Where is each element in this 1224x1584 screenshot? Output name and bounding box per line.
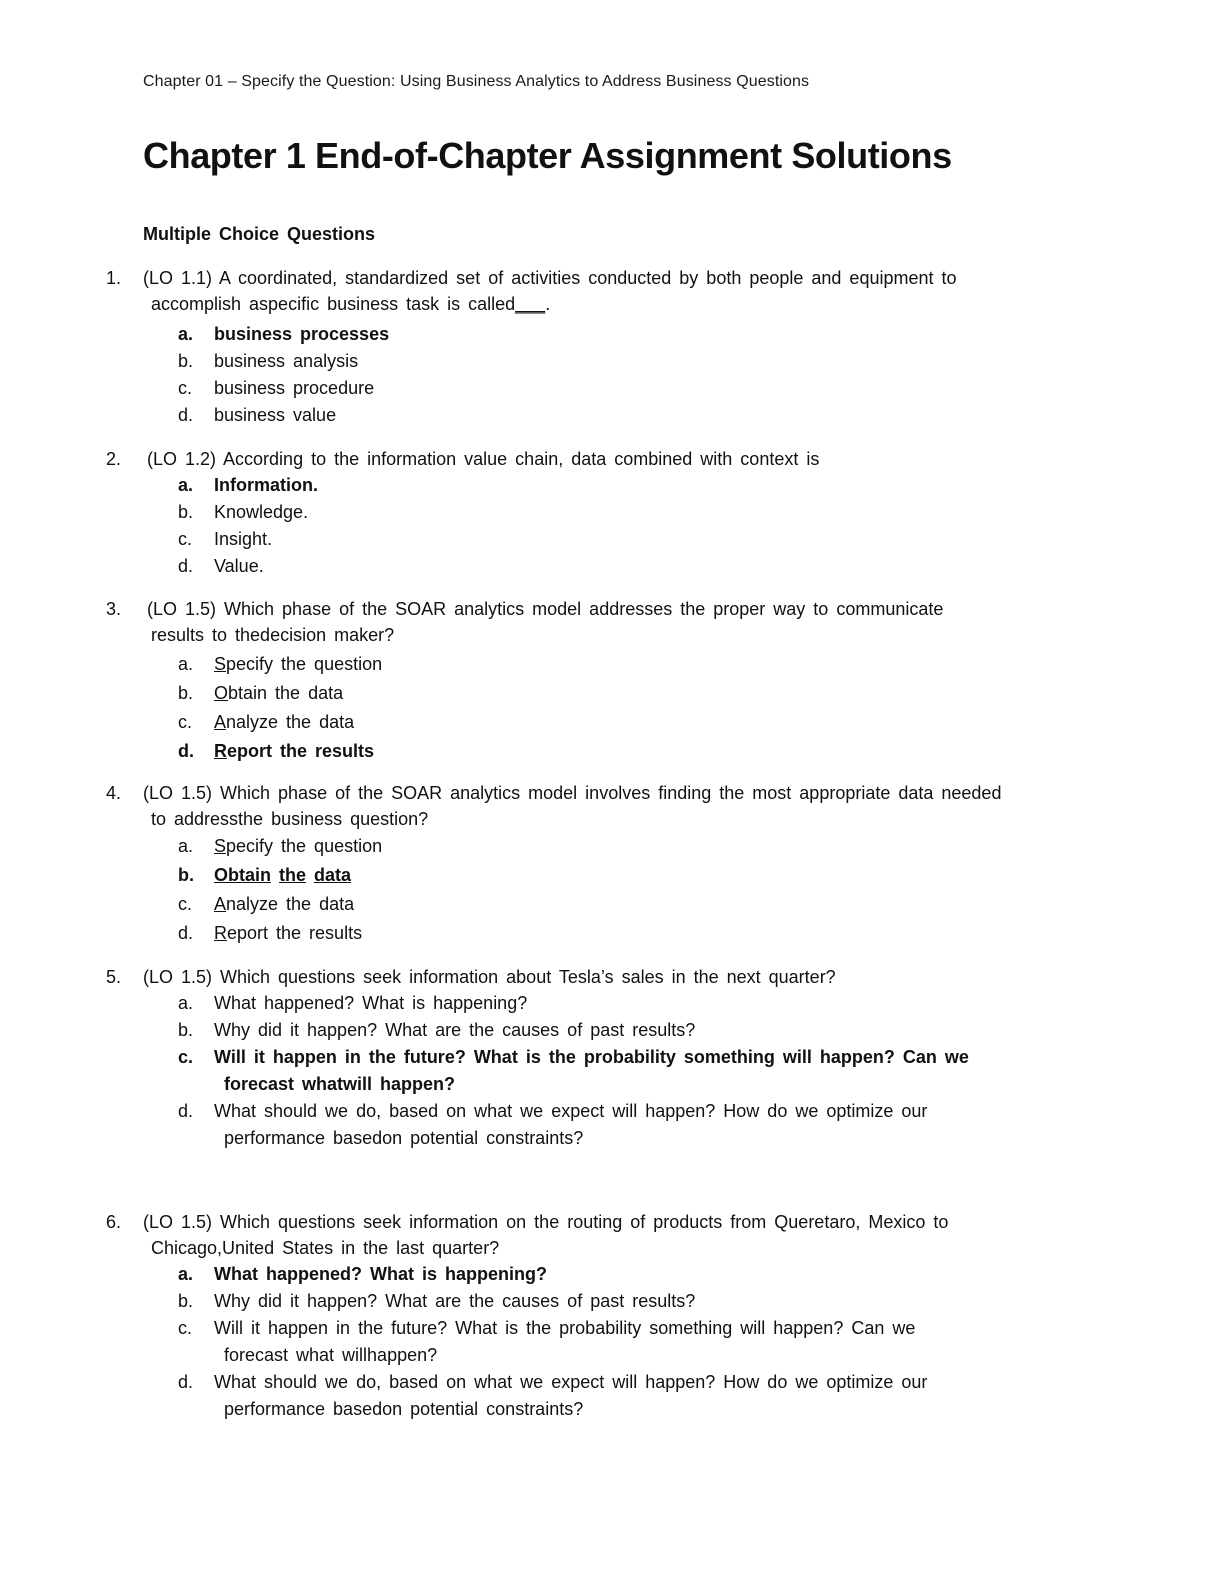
- option-a: a. Specify the question: [178, 654, 383, 674]
- option-list: [106, 990, 1136, 1152]
- option-list: [106, 1261, 1136, 1423]
- question-stem: [106, 780, 1136, 832]
- question-text-line2: accomplish aspecific business task is called___.: [151, 294, 551, 314]
- running-header: Chapter 01 – Specify the Question: Using Business Analytics to Address Business Questions: [143, 73, 810, 90]
- option-d: d. What should we do, based on what we expect will happen? How do we optimize our performance basedon potential constraints?: [178, 1372, 928, 1419]
- option-b-correct: b. Obtain the data: [178, 865, 352, 885]
- option-b: b. Knowledge.: [178, 502, 309, 522]
- option-a-correct: a. business processes: [178, 324, 390, 344]
- option-c: c. business procedure: [178, 378, 375, 398]
- question-text-line2: Chicago,United States in the last quarter?: [151, 1238, 500, 1258]
- answer-blank: ___: [515, 294, 546, 314]
- option-d: d. business value: [178, 405, 337, 425]
- question-number: 4.: [106, 783, 122, 803]
- question-text-line1: (LO 1.1) A coordinated, standardized set of activities conducted by both people and equipment to: [143, 268, 957, 288]
- option-a: a. What happened? What is happening?: [178, 993, 528, 1013]
- question-number: 2.: [106, 449, 122, 469]
- question-text-line1: (LO 1.2) According to the information value chain, data combined with context is: [147, 449, 820, 469]
- question-text-line1: (LO 1.5) Which phase of the SOAR analytics model addresses the proper way to communicate: [147, 599, 944, 619]
- question-4: [106, 780, 1136, 948]
- question-number: 6.: [106, 1212, 122, 1232]
- option-list: [106, 321, 1136, 429]
- question-text-line1: (LO 1.5) Which questions seek information about Tesla’s sales in the next quarter?: [143, 967, 836, 987]
- option-d: d. Value.: [178, 556, 264, 576]
- option-d: d. Report the results: [178, 923, 363, 943]
- option-list: [106, 832, 1136, 948]
- option-b: b. business analysis: [178, 351, 359, 371]
- question-3: [106, 596, 1136, 766]
- option-c: c. Will it happen in the future? What is the probability something will happen? Can we forecast what willhappen?: [178, 1318, 916, 1365]
- option-b: b. Obtain the data: [178, 683, 344, 703]
- option-c-correct: c. Will it happen in the future? What is the probability something will happen? Can we forecast whatwill happen?: [178, 1047, 969, 1094]
- option-b: b. Why did it happen? What are the causes of past results?: [178, 1291, 696, 1311]
- question-text-line1: (LO 1.5) Which questions seek information on the routing of products from Queretaro, Mexico to: [143, 1212, 949, 1232]
- question-5: [106, 964, 1136, 1152]
- option-d: d. What should we do, based on what we expect will happen? How do we optimize our performance basedon potential constraints?: [178, 1101, 928, 1148]
- option-list: [106, 472, 1136, 580]
- question-2: [106, 446, 1136, 580]
- question-text-line1: (LO 1.5) Which phase of the SOAR analytics model involves finding the most appropriate data needed: [143, 783, 1002, 803]
- question-stem: [106, 1209, 1136, 1261]
- option-a-correct: a. What happened? What is happening?: [178, 1264, 547, 1284]
- question-stem: [106, 265, 1136, 317]
- question-text-line2: to addressthe business question?: [151, 809, 429, 829]
- option-c: c. Insight.: [178, 529, 273, 549]
- question-6: [106, 1209, 1136, 1423]
- option-a: a. Specify the question: [178, 836, 383, 856]
- option-c: c. Analyze the data: [178, 712, 355, 732]
- question-stem: [106, 596, 1136, 648]
- option-b: b. Why did it happen? What are the causes of past results?: [178, 1020, 696, 1040]
- option-list: [106, 650, 1136, 766]
- question-number: 5.: [106, 967, 122, 987]
- page-title: Chapter 1 End-of-Chapter Assignment Solutions: [143, 135, 952, 176]
- section-heading: Multiple Choice Questions: [143, 224, 376, 244]
- option-c: c. Analyze the data: [178, 894, 355, 914]
- question-number: 3.: [106, 599, 122, 619]
- question-stem: [106, 446, 1136, 472]
- option-a-correct: a. Information.: [178, 475, 318, 495]
- question-number: 1.: [106, 268, 122, 288]
- question-stem: [106, 964, 1136, 990]
- question-text-line2: results to thedecision maker?: [151, 625, 395, 645]
- option-d-correct: d. Report the results: [178, 741, 375, 761]
- question-1: [106, 265, 1136, 429]
